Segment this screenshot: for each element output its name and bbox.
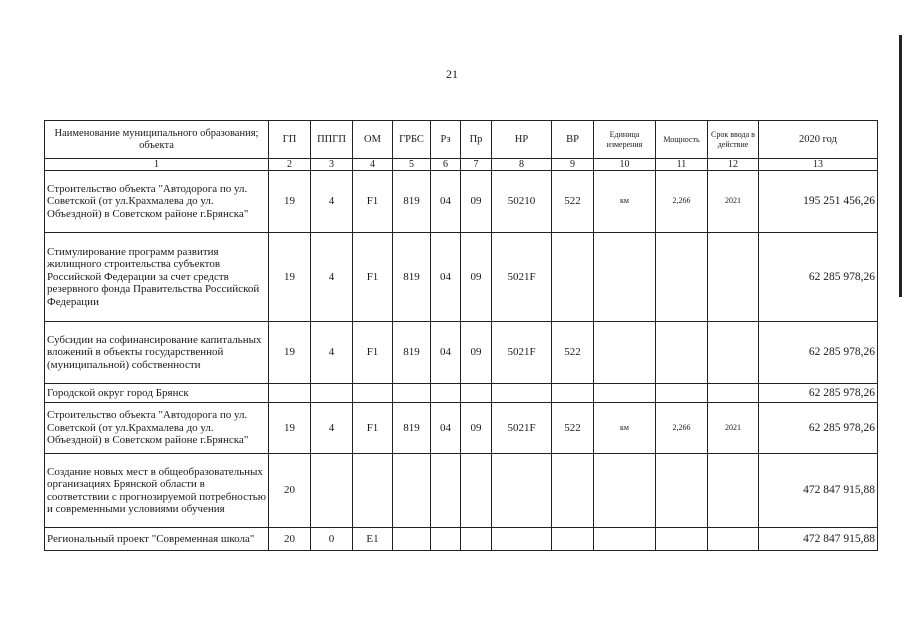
table-cell [461, 454, 492, 528]
column-number: 6 [431, 159, 461, 171]
table-cell [552, 528, 594, 551]
column-number: 11 [656, 159, 708, 171]
table-row [45, 384, 878, 403]
table-cell [656, 233, 708, 322]
table-cell: 09 [461, 403, 492, 454]
table-cell [431, 384, 461, 403]
row-name-cell: Строительство объекта "Автодорога по ул. Советской (от ул.Крахмалева до ул. Объездной) в Советском районе г.Брянска" [45, 171, 269, 233]
table-cell [594, 454, 656, 528]
table-cell: F1 [353, 322, 393, 384]
table-cell [656, 322, 708, 384]
table-row [45, 233, 878, 322]
row-name-cell: Стимулирование программ развития жилищного строительства субъектов Российской Федерации за счет средств резервного фонда Правительства Российской Федерации [45, 233, 269, 322]
table-cell [311, 384, 353, 403]
table-cell: 04 [431, 403, 461, 454]
table-cell: 19 [269, 322, 311, 384]
table-cell: 5021F [492, 322, 552, 384]
column-number: 8 [492, 159, 552, 171]
column-number: 1 [45, 159, 269, 171]
table-cell [594, 322, 656, 384]
table-cell [492, 528, 552, 551]
table-cell [708, 233, 759, 322]
table-row [45, 322, 878, 384]
table-cell [594, 384, 656, 403]
page-number: 21 [446, 67, 458, 81]
table-cell: E1 [353, 528, 393, 551]
table-cell [311, 454, 353, 528]
table-cell: 19 [269, 171, 311, 233]
column-number: 9 [552, 159, 594, 171]
table-cell [393, 384, 431, 403]
table-cell: 20 [269, 454, 311, 528]
table-cell: 19 [269, 233, 311, 322]
header-cell: ГРБС [393, 121, 431, 159]
table-row [45, 403, 878, 454]
column-number: 7 [461, 159, 492, 171]
header-cell: ОМ [353, 121, 393, 159]
table-cell [708, 528, 759, 551]
table-header-row [45, 121, 878, 159]
table-cell: 4 [311, 233, 353, 322]
table-cell: 2,266 [656, 171, 708, 233]
table-cell: F1 [353, 403, 393, 454]
row-name-cell: Региональный проект "Современная школа" [45, 528, 269, 551]
amount-cell: 62 285 978,26 [759, 403, 878, 454]
table-cell [656, 384, 708, 403]
table-cell [431, 454, 461, 528]
table-cell: 09 [461, 233, 492, 322]
table-cell: 20 [269, 528, 311, 551]
amount-cell: 472 847 915,88 [759, 454, 878, 528]
header-cell: НР [492, 121, 552, 159]
column-number: 13 [759, 159, 878, 171]
table-cell: 09 [461, 322, 492, 384]
table-cell: 819 [393, 322, 431, 384]
table-cell: 2021 [708, 171, 759, 233]
table-cell: 2021 [708, 403, 759, 454]
table-cell [594, 528, 656, 551]
table-cell: F1 [353, 233, 393, 322]
header-cell: 2020 год [759, 121, 878, 159]
table-cell: F1 [353, 171, 393, 233]
column-number: 4 [353, 159, 393, 171]
header-cell: Срок ввода в действие [708, 121, 759, 159]
table-cell [594, 233, 656, 322]
row-name-cell: Субсидии на софинансирование капитальных вложений в объекты государственной (муниципальной) собственности [45, 322, 269, 384]
table-cell: 04 [431, 322, 461, 384]
budget-table [44, 120, 878, 551]
header-cell: Наименование муниципального образования; объекта [45, 121, 269, 159]
table-cell [492, 384, 552, 403]
header-cell: Единица измерения [594, 121, 656, 159]
table-cell: 4 [311, 322, 353, 384]
table-cell: 819 [393, 403, 431, 454]
page-edge-mark [899, 35, 902, 297]
table-cell [656, 454, 708, 528]
table-cell: 4 [311, 403, 353, 454]
table-cell [431, 528, 461, 551]
table-cell [461, 384, 492, 403]
header-cell: Пр [461, 121, 492, 159]
row-name-cell: Создание новых мест в общеобразовательных организациях Брянской области в соответствии с прогнозируемой потребностью и современными условиями обучения [45, 454, 269, 528]
row-name-cell: Городской округ город Брянск [45, 384, 269, 403]
table-cell: 04 [431, 233, 461, 322]
table-cell [708, 322, 759, 384]
header-cell: ГП [269, 121, 311, 159]
amount-cell: 62 285 978,26 [759, 384, 878, 403]
column-number: 2 [269, 159, 311, 171]
table-cell [353, 384, 393, 403]
header-cell: Мощность [656, 121, 708, 159]
table-cell: 5021F [492, 403, 552, 454]
table-cell: 04 [431, 171, 461, 233]
table-cell [708, 384, 759, 403]
table-cell: 2,266 [656, 403, 708, 454]
table-cell [552, 233, 594, 322]
table-cell: 09 [461, 171, 492, 233]
table-cell [552, 454, 594, 528]
table-row [45, 454, 878, 528]
amount-cell: 472 847 915,88 [759, 528, 878, 551]
table-cell [269, 384, 311, 403]
table-cell [656, 528, 708, 551]
row-name-cell: Строительство объекта "Автодорога по ул. Советской (от ул.Крахмалева до ул. Объездной) в Советском районе г.Брянска" [45, 403, 269, 454]
table-cell: 522 [552, 322, 594, 384]
amount-cell: 62 285 978,26 [759, 233, 878, 322]
table-cell [552, 384, 594, 403]
amount-cell: 195 251 456,26 [759, 171, 878, 233]
header-cell: ППГП [311, 121, 353, 159]
table-cell: 5021F [492, 233, 552, 322]
table-cell [492, 454, 552, 528]
column-number: 10 [594, 159, 656, 171]
table-cell [393, 454, 431, 528]
column-number-row [45, 159, 878, 171]
table-cell: км [594, 403, 656, 454]
table-cell: 19 [269, 403, 311, 454]
table-cell: 819 [393, 233, 431, 322]
column-number: 12 [708, 159, 759, 171]
table-row [45, 171, 878, 233]
table-cell: 522 [552, 171, 594, 233]
table-cell: 0 [311, 528, 353, 551]
table-cell [393, 528, 431, 551]
table-cell: 522 [552, 403, 594, 454]
table-cell: 50210 [492, 171, 552, 233]
header-cell: ВР [552, 121, 594, 159]
column-number: 5 [393, 159, 431, 171]
table-cell: 4 [311, 171, 353, 233]
amount-cell: 62 285 978,26 [759, 322, 878, 384]
column-number: 3 [311, 159, 353, 171]
table-cell [708, 454, 759, 528]
table-row [45, 528, 878, 551]
header-cell: Рз [431, 121, 461, 159]
table-cell: 819 [393, 171, 431, 233]
table-body [45, 171, 878, 551]
table-cell [461, 528, 492, 551]
table-cell: км [594, 171, 656, 233]
table-cell [353, 454, 393, 528]
